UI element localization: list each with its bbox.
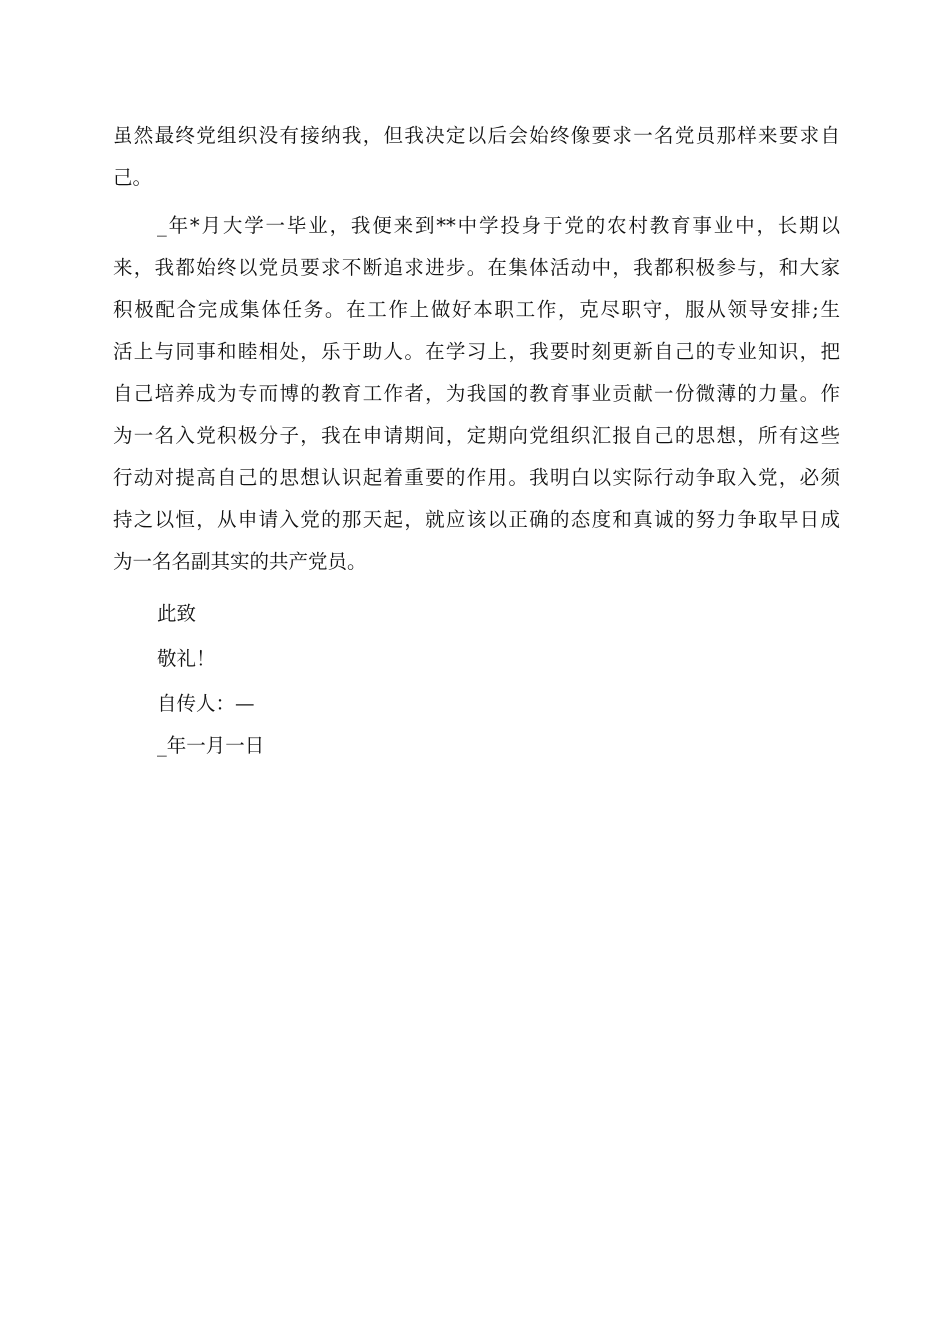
- paragraph-2-line-9: 为一名名副其实的共产党员。: [113, 550, 367, 573]
- paragraph-2-line-5: 自己培养成为专而博的教育工作者，为我国的教育事业贡献一份微薄的力量。作: [113, 382, 840, 405]
- author-signature-line: 自传人：—: [157, 692, 255, 715]
- paragraph-2-line-4: 活上与同事和睦相处，乐于助人。在学习上，我要时刻更新自己的专业知识，把: [113, 340, 840, 363]
- date-line: _年一月一日: [157, 734, 265, 757]
- paragraph-2-line-7: 行动对提高自己的思想认识起着重要的作用。我明白以实际行动争取入党，必须: [113, 466, 840, 489]
- paragraph-1-line-1: 虽然最终党组织没有接纳我，但我决定以后会始终像要求一名党员那样来要求自: [113, 124, 840, 147]
- paragraph-2-line-3: 积极配合完成集体任务。在工作上做好本职工作，克尽职守，服从领导安排;生: [113, 298, 840, 321]
- paragraph-1-line-2: 己。: [113, 166, 153, 189]
- paragraph-2-line-2: 来，我都始终以党员要求不断追求进步。在集体活动中，我都积极参与，和大家: [113, 256, 840, 279]
- closing-regards: 敬礼！: [157, 647, 216, 670]
- closing-salutation: 此致: [157, 602, 197, 625]
- paragraph-2-line-6: 为一名入党积极分子，我在申请期间，定期向党组织汇报自己的思想，所有这些: [113, 424, 840, 447]
- paragraph-2-line-1: _年*月大学一毕业，我便来到**中学投身于党的农村教育事业中，长期以: [157, 214, 840, 237]
- paragraph-2-line-8: 持之以恒，从申请入党的那天起，就应该以正确的态度和真诚的努力争取早日成: [113, 508, 840, 531]
